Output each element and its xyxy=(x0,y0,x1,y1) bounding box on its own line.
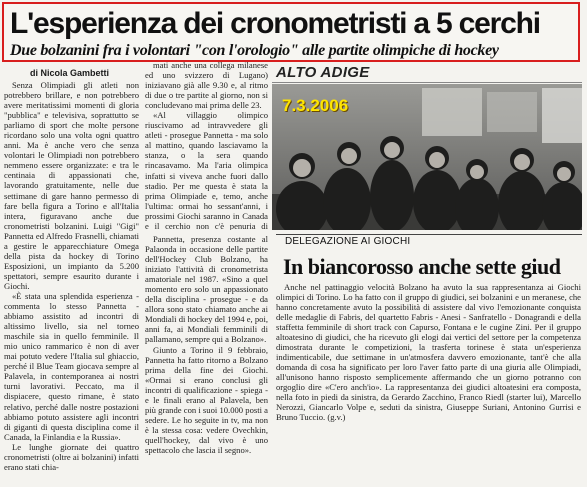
date-stamp: 7.3.2006 xyxy=(282,96,349,115)
article2-title: In biancorosso anche sette giud xyxy=(283,254,561,279)
paragraph: mati anche una collega milanese ed uno svizzero di Lugano) iniziavano già alle 9.30 e, al ritmo di due o tre partite al giorno, non si concludevano mai prima delle 23. xyxy=(145,60,268,111)
section-label: ALTO ADIGE xyxy=(276,64,370,81)
article-column-1 xyxy=(4,80,139,485)
kicker-divider xyxy=(276,234,582,235)
paragraph: Anche nel pattinaggio velocità Bolzano ha avuto la sua rappresentanza ai Giochi olimpici di Torino. Lo ha fatto con il gruppo di giudici, sei bolzanini e un meranese, che hanno concretamente avuto la possibilità di assistere dal vivo l'emozionante conquista delle medaglie di Fabris, del quartetto Fabris - Anesi - Sanfratello - Donagrandi e della staffetta femminile di short track con Capurso, Fontana e le cugine Zini. Per il gruppo altoatesino di giudici, che ha ricevuto gli elogi dai vertici del settore per la competenza dimostrata durante le competizioni, la trasferta torinese è stata un'esperienza indimenticabile, due settimane in un'atmosfera davvero emozionante, tant'è che alla domanda di cosa ha significato per loro l'aver fatto parte di una giuria alle Olimpiadi, all'unisono hanno risposto semplicemente affermando che un giorno potranno con orgoglio dire «C'ero anch'io». La rappresentanza dei giudici altoatesini era composta, nella foto in piedi da sinistra, da Gerardo Zacchino, Franco Riedl (starter lui), Marcello Nerozzi, Giancarlo Volpe e, seduti da sinistra, Giuseppe Suriani, Antonino Gurrisi e Bruno Tuccio. (g.v.) xyxy=(276,282,581,422)
paragraph: Giunto a Torino il 9 febbraio, Pannetta ha fatto ritorno a Bolzano prima della fine dei Giochi. «Ormai si erano conclusi gli incontri di qualificazione - spiega - e le finali erano al Palavela, ben più grande con i suoi 10.000 posti a sedere. Le ho seguite in tv, ma non è la stessa cosa: vedere Ovechkin, quell'hockey, dal vivo è uno spettacolo che lascia il segno». xyxy=(145,344,268,455)
article-column-3 xyxy=(145,234,268,486)
subheadline: Due bolzanini fra i volontari "con l'orologio" alle partite olimpiche di hockey xyxy=(10,42,499,59)
article2-kicker: DELEGAZIONE AI GIOCHI xyxy=(285,236,411,247)
article-column-2 xyxy=(145,60,268,230)
section-divider xyxy=(272,82,582,83)
byline: di Nicola Gambetti xyxy=(30,68,110,78)
paragraph: Le lunghe giornate dei quattro cronometristi (oltre ai bolzanini) infatti erano stati chia- xyxy=(4,441,139,472)
paragraph: Senza Olimpiadi gli atleti non potrebbero brillare, e non potrebbero avere meritatissimi momenti di gloria "pubblica" e televisiva, soprattutto se parliamo di sport che molte persone ricordano solo una volta ogni quattro anni. Ma è anche vero che senza volontari le Olimpiadi non potrebbero nemmeno essere organizzate: e tra le centinaia di appassionati che, lavorando gratuitamente, nelle due settimane di gare hanno permesso di fare bella figura a Torino e all'Italia intera, figuravano anche due cronometristi bolzanini. Luigi "Gigi" Pannetta ed Alfredo Frasnelli, chiamati a gestire le apparecchiature Omega della pista da hockey di Torino Esposizioni, un impianto da 5.200 spettatori, sempre esaurito durante i Giochi. xyxy=(4,80,139,291)
paragraph: «È stata una splendida esperienza - commenta lo stesso Pannetta - abbiamo assistito ad incontri di altissimo livello, sia nel torneo maschile sia in quello femminile. Il mio unico rammarico è non di aver mai potuto vedere l'Italia sul ghiaccio, perché il Blue Team giocava sempre al Palavela, in contemporanea ai nostri turni lavorativi. Peccato, ma il dispiacere, questo rimane, è stato relativo, perché dalle nostre postazioni abbiamo potuto assistere agli incontri di giganti di questa disciplina come il Canada, la Finlandia e la Russia». xyxy=(4,290,139,442)
paragraph: «Al villaggio olimpico riuscivamo ad intravvedere gli atleti - prosegue Pannetta - ma solo al mattino, quando lasciavamo la stanza, o la sera quando rincasavamo. Ma l'aria olimpica infatti si viveva anche fuori dallo stadio. Per me questa è stata la prima Olimpiade e, temo, anche l'ultima: ormai ho sessant'anni, i prossimi Giochi saranno in Canada e il cerchio non c'è penuria di xyxy=(145,110,268,230)
headline-box xyxy=(2,2,580,62)
paragraph: Pannetta, presenza costante al Palaonda in occasione delle partite dell'Hockey Club Bolzano, ha iniziato l'attività di cronometrista amatoriale nel 1987. «Sino a quel momento ero solo un appassionato della disciplina - prosegue - e da allora sono stato chiamato anche ai Mondiali di hockey del 1994 e, poi, anni fa, ai Mondiali femminili di pallamano, sempre qui a Bolzano». xyxy=(145,234,268,345)
article2-body xyxy=(276,282,581,486)
headline: L'esperienza dei cronometristi a 5 cerchi xyxy=(10,7,540,40)
judges-photo xyxy=(272,84,582,230)
